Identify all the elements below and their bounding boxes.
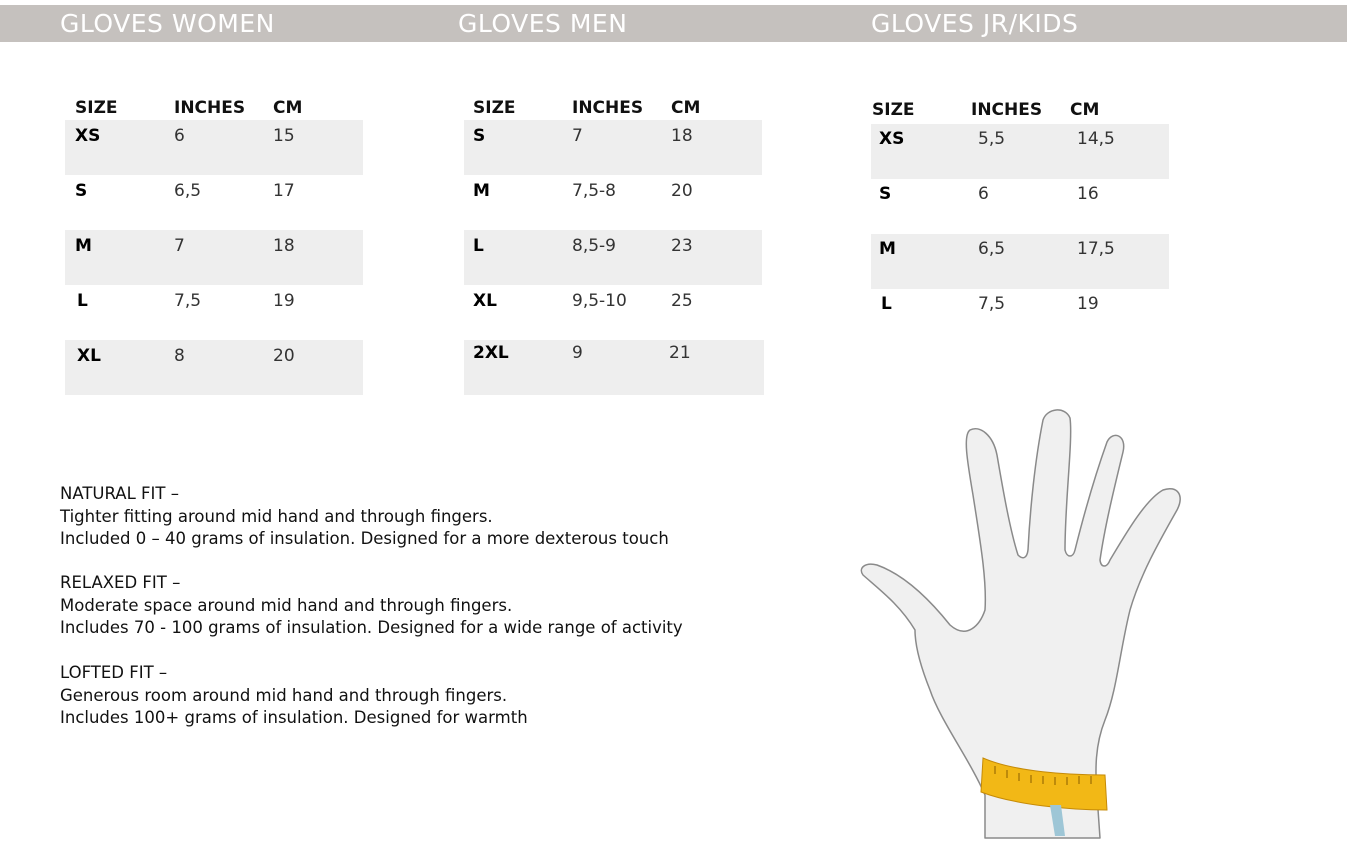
fit-line: Includes 100+ grams of insulation. Designed for warmth bbox=[60, 708, 528, 727]
cell-inches: 5,5 bbox=[978, 129, 1006, 149]
cell-size: XL bbox=[77, 346, 101, 366]
size-table-women bbox=[65, 96, 363, 395]
cell-cm: 16 bbox=[1077, 184, 1099, 204]
cell-inches: 6,5 bbox=[978, 239, 1006, 259]
cell-inches: 7 bbox=[572, 126, 583, 146]
cell-inches: 8,5-9 bbox=[572, 236, 616, 256]
table-row bbox=[464, 120, 762, 175]
cell-cm: 15 bbox=[273, 126, 295, 146]
cell-size: S bbox=[75, 181, 88, 201]
cell-size: M bbox=[473, 181, 490, 201]
cell-size: XS bbox=[879, 129, 905, 149]
table-row bbox=[464, 285, 762, 340]
cell-size: L bbox=[881, 294, 892, 314]
cell-inches: 6 bbox=[174, 126, 185, 146]
table-header bbox=[464, 96, 762, 120]
header-cm: CM bbox=[671, 98, 701, 118]
cell-size: M bbox=[879, 239, 896, 259]
cell-size: L bbox=[77, 291, 88, 311]
cell-cm: 17 bbox=[273, 181, 295, 201]
header-cm: CM bbox=[273, 98, 303, 118]
title-gloves-kids: GLOVES JR/KIDS bbox=[871, 9, 1079, 38]
table-row bbox=[871, 179, 1169, 234]
size-table-kids bbox=[871, 98, 1169, 344]
cell-size: L bbox=[473, 236, 484, 256]
cell-cm: 18 bbox=[671, 126, 693, 146]
header-size: SIZE bbox=[75, 98, 118, 118]
cell-cm: 18 bbox=[273, 236, 295, 256]
cell-inches: 7,5-8 bbox=[572, 181, 616, 201]
header-inches: INCHES bbox=[572, 98, 644, 118]
cell-size: 2XL bbox=[473, 343, 509, 363]
cell-size: S bbox=[879, 184, 892, 204]
table-row bbox=[65, 230, 363, 285]
cell-size: M bbox=[75, 236, 92, 256]
cell-cm: 25 bbox=[671, 291, 693, 311]
size-table-men bbox=[464, 96, 762, 395]
title-gloves-women: GLOVES WOMEN bbox=[60, 9, 275, 38]
cell-inches: 9,5-10 bbox=[572, 291, 627, 311]
cell-cm: 17,5 bbox=[1077, 239, 1115, 259]
header-inches: INCHES bbox=[971, 100, 1043, 120]
fit-description-lofted bbox=[60, 662, 528, 730]
table-header bbox=[871, 98, 1169, 124]
fit-line: Included 0 – 40 grams of insulation. Designed for a more dexterous touch bbox=[60, 529, 669, 548]
cell-cm: 14,5 bbox=[1077, 129, 1115, 149]
header-inches: INCHES bbox=[174, 98, 246, 118]
fit-line: Generous room around mid hand and through fingers. bbox=[60, 685, 508, 705]
title-gloves-men: GLOVES MEN bbox=[458, 9, 628, 38]
table-row bbox=[871, 124, 1169, 179]
fit-description-natural bbox=[60, 483, 669, 551]
cell-size: S bbox=[473, 126, 486, 146]
table-header bbox=[65, 96, 363, 120]
table-row bbox=[65, 175, 363, 230]
cell-cm: 20 bbox=[671, 181, 693, 201]
fit-line: Moderate space around mid hand and through fingers. bbox=[60, 595, 513, 615]
fit-title: RELAXED FIT – bbox=[60, 573, 181, 592]
header-cm: CM bbox=[1070, 100, 1100, 120]
cell-inches: 7 bbox=[174, 236, 185, 256]
table-row bbox=[871, 234, 1169, 289]
cell-inches: 9 bbox=[572, 343, 583, 363]
hand-measuring-illustration bbox=[855, 400, 1195, 840]
fit-title: NATURAL FIT – bbox=[60, 484, 179, 503]
header-size: SIZE bbox=[473, 98, 516, 118]
cell-cm: 20 bbox=[273, 346, 295, 366]
fit-line: Tighter fitting around mid hand and through fingers. bbox=[60, 506, 493, 526]
cell-inches: 8 bbox=[174, 346, 185, 366]
fit-description-relaxed bbox=[60, 572, 683, 640]
cell-inches: 6 bbox=[978, 184, 989, 204]
table-row bbox=[464, 175, 762, 230]
fit-line: Includes 70 - 100 grams of insulation. Designed for a wide range of activity bbox=[60, 618, 683, 637]
table-row bbox=[464, 230, 762, 285]
cell-inches: 6,5 bbox=[174, 181, 202, 201]
cell-size: XL bbox=[473, 291, 497, 311]
cell-cm: 23 bbox=[671, 236, 693, 256]
table-row bbox=[871, 289, 1169, 344]
fit-title: LOFTED FIT – bbox=[60, 663, 168, 682]
cell-cm: 19 bbox=[273, 291, 295, 311]
cell-inches: 7,5 bbox=[174, 291, 202, 311]
cell-size: XS bbox=[75, 126, 101, 146]
table-row bbox=[65, 285, 363, 340]
table-row bbox=[65, 340, 363, 395]
table-row bbox=[65, 120, 363, 175]
cell-cm: 19 bbox=[1077, 294, 1099, 314]
cell-cm: 21 bbox=[669, 343, 691, 363]
cell-inches: 7,5 bbox=[978, 294, 1006, 314]
header-size: SIZE bbox=[872, 100, 915, 120]
table-row bbox=[464, 340, 764, 395]
